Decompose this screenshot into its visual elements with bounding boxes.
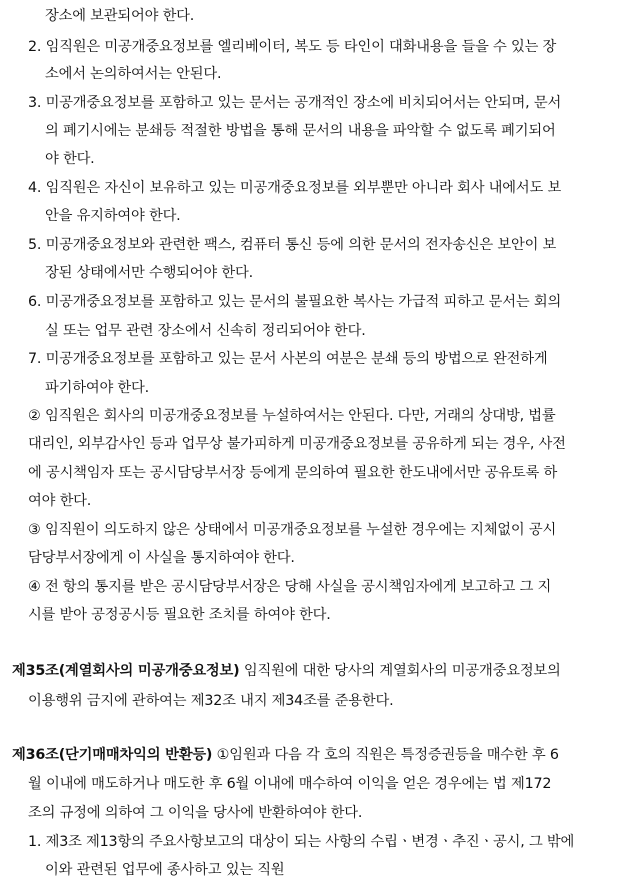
- list-item: 6. 미공개중요정보를 포함하고 있는 문서의 불필요한 복사는 가급적 피하고 문서는 회의: [28, 294, 562, 310]
- list-item: 1. 제3조 제13항의 주요사항보고의 대상이 되는 사항의 수립ㆍ변경ㆍ추진ㆍ공시, 그 밖에: [28, 834, 575, 850]
- text-line: 소에서 논의하여서는 안된다.: [45, 66, 222, 82]
- paragraph-line: ③ 임직원이 의도하지 않은 상태에서 미공개중요정보를 누설한 경우에는 지체없이 공시: [28, 522, 557, 538]
- paragraph-line: 이용행위 금지에 관하여는 제32조 내지 제34조를 준용한다.: [28, 693, 394, 709]
- text-line: 장소에 보관되어야 한다.: [45, 8, 195, 24]
- paragraph-line: 대리인, 외부감사인 등과 업무상 불가피하게 미공개중요정보를 공유하게 되는 경우, 사전: [28, 436, 566, 452]
- text-line: 파기하여야 한다.: [45, 380, 149, 396]
- paragraph-line: 에 공시책임자 또는 공시담당부서장 등에게 문의하여 필요한 한도내에서만 공유토록 하: [28, 465, 558, 481]
- list-item: 3. 미공개중요정보를 포함하고 있는 문서는 공개적인 장소에 비치되어서는 안되며, 문서: [28, 95, 562, 111]
- text-line: 안을 유지하여야 한다.: [45, 208, 181, 224]
- paragraph-line: 시를 받아 공정공시등 필요한 조치를 하여야 한다.: [28, 607, 331, 623]
- text-line: 실 또는 업무 관련 장소에서 신속히 정리되어야 한다.: [45, 323, 366, 339]
- article-36-heading: 제36조(단기매매차익의 반환등): [12, 747, 213, 763]
- paragraph-line: 담당부서장에게 이 사실을 통지하여야 한다.: [28, 550, 295, 566]
- article-35-text: 임직원에 대한 당사의 계열회사의 미공개중요정보의: [239, 663, 561, 679]
- list-item: 2. 임직원은 미공개중요정보를 엘리베이터, 복도 등 타인이 대화내용을 들을 수 있는 장: [28, 39, 557, 55]
- list-item: 5. 미공개중요정보와 관련한 팩스, 컴퓨터 통신 등에 의한 문서의 전자송신은 보안이 보: [28, 237, 557, 253]
- text-line: 야 한다.: [45, 151, 95, 167]
- text-line: 의 폐기시에는 분쇄등 적절한 방법을 통해 문서의 내용을 파악할 수 없도록 폐기되어: [45, 123, 556, 139]
- paragraph-line: 여야 한다.: [28, 493, 92, 509]
- article-36-line: [12, 745, 559, 765]
- list-item: 4. 임직원은 자신이 보유하고 있는 미공개중요정보를 외부뿐만 아니라 회사 내에서도 보: [28, 180, 562, 196]
- article-35-heading: 제35조(계열회사의 미공개중요정보): [12, 663, 240, 679]
- article-36-text: ①임원과 다음 각 호의 직원은 특정증권등을 매수한 후 6: [212, 747, 559, 763]
- list-item: 7. 미공개중요정보를 포함하고 있는 문서 사본의 여분은 분쇄 등의 방법으로 완전하게: [28, 351, 548, 367]
- paragraph-line: ④ 전 항의 통지를 받은 공시담당부서장은 당해 사실을 공시책임자에게 보고하고 그 지: [28, 579, 552, 595]
- paragraph-line: 월 이내에 매도하거나 매도한 후 6월 이내에 매수하여 이익을 얻은 경우에는 법 제172: [28, 776, 552, 792]
- article-35-line: [12, 661, 561, 681]
- paragraph-line: 조의 규정에 의하여 그 이익을 당사에 반환하여야 한다.: [28, 805, 363, 821]
- paragraph-line: ② 임직원은 회사의 미공개중요정보를 누설하여서는 안된다. 다만, 거래의 상대방, 법률: [28, 408, 556, 424]
- text-line: 이와 관련된 업무에 종사하고 있는 직원: [45, 862, 285, 878]
- text-line: 장된 상태에서만 수행되어야 한다.: [45, 265, 253, 281]
